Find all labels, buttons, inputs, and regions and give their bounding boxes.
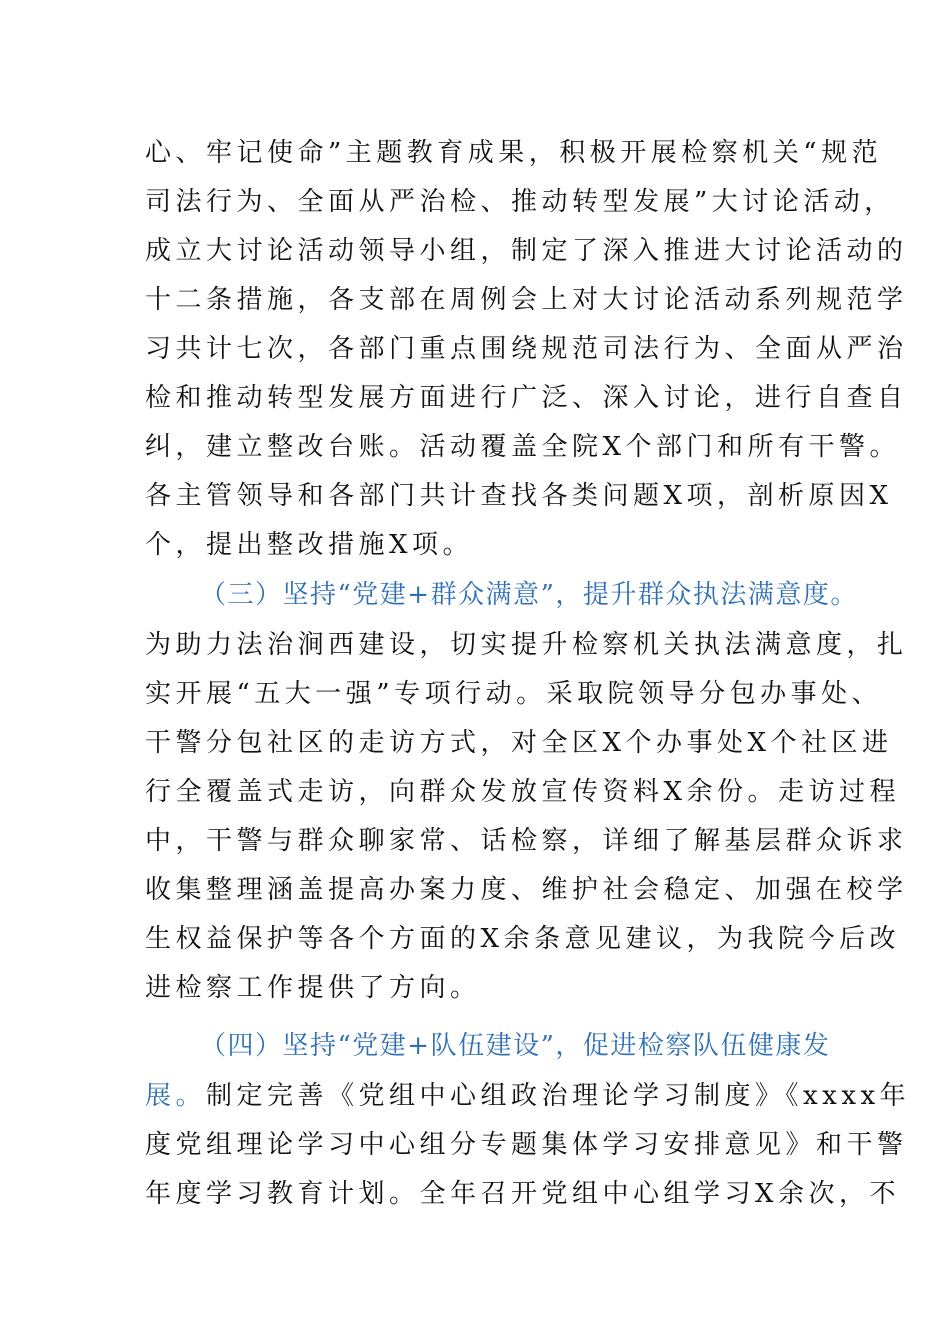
paragraph-line: 司法行为、全面从严治检、推动转型发展”大讨论活动， [145, 187, 895, 217]
paragraph-line: 心、牢记使命”主题教育成果，积极开展检察机关“规范 [145, 138, 883, 168]
paragraph-line: 行全覆盖式走访，向群众发放宣传资料X余份。走访过程 [145, 777, 901, 807]
paragraph-text: 制定完善《党组中心组政治理论学习制度》《xxxx年 [206, 1081, 911, 1111]
paragraph-line: 中，干警与群众聊家常、话检察，详细了解基层群众诉求 [145, 826, 908, 856]
paragraph-line: 干警分包社区的走访方式，对全区X个办事处X个社区进 [145, 728, 893, 758]
paragraph-line: 各主管领导和各部门共计查找各类问题X项，剖析原因X [145, 481, 893, 511]
paragraph-line: 度党组理论学习中心组分专题集体学习安排意见》和干警 [145, 1130, 908, 1160]
section-heading-4: （四）坚持“党建+队伍建设”，促进检察队伍健康发 [200, 1031, 831, 1061]
paragraph-line: 进检察工作提供了方向。 [145, 973, 481, 1003]
paragraph-line: 个，提出整改措施X项。 [145, 530, 474, 560]
paragraph-line: 为助力法治涧西建设，切实提升检察机关执法满意度，扎 [145, 630, 908, 660]
paragraph-line: 检和推动转型发展方面进行广泛、深入讨论，进行自查自 [145, 383, 908, 413]
paragraph-line-mixed [145, 1074, 911, 1118]
paragraph-line: 纠，建立整改台账。活动覆盖全院X个部门和所有干警。 [145, 432, 901, 462]
paragraph-line: 实开展“五大一强”专项行动。采取院领导分包办事处、 [145, 679, 883, 709]
section-heading-3: （三）坚持“党建+群众满意”，提升群众执法满意度。 [200, 580, 858, 610]
paragraph-line: 十二条措施，各支部在周例会上对大讨论活动系列规范学 [145, 285, 908, 315]
paragraph-line: 习共计七次，各部门重点围绕规范司法行为、全面从严治 [145, 334, 908, 364]
section-heading-4-end: 展。 [145, 1081, 207, 1111]
paragraph-line: 年度学习教育计划。全年召开党组中心组学习X余次，不 [145, 1179, 901, 1209]
paragraph-line: 成立大讨论活动领导小组，制定了深入推进大讨论活动的 [145, 236, 908, 266]
paragraph-line: 收集整理涵盖提高办案力度、维护社会稳定、加强在校学 [145, 875, 908, 905]
paragraph-line: 生权益保护等各个方面的X余条意见建议，为我院今后改 [145, 924, 901, 954]
